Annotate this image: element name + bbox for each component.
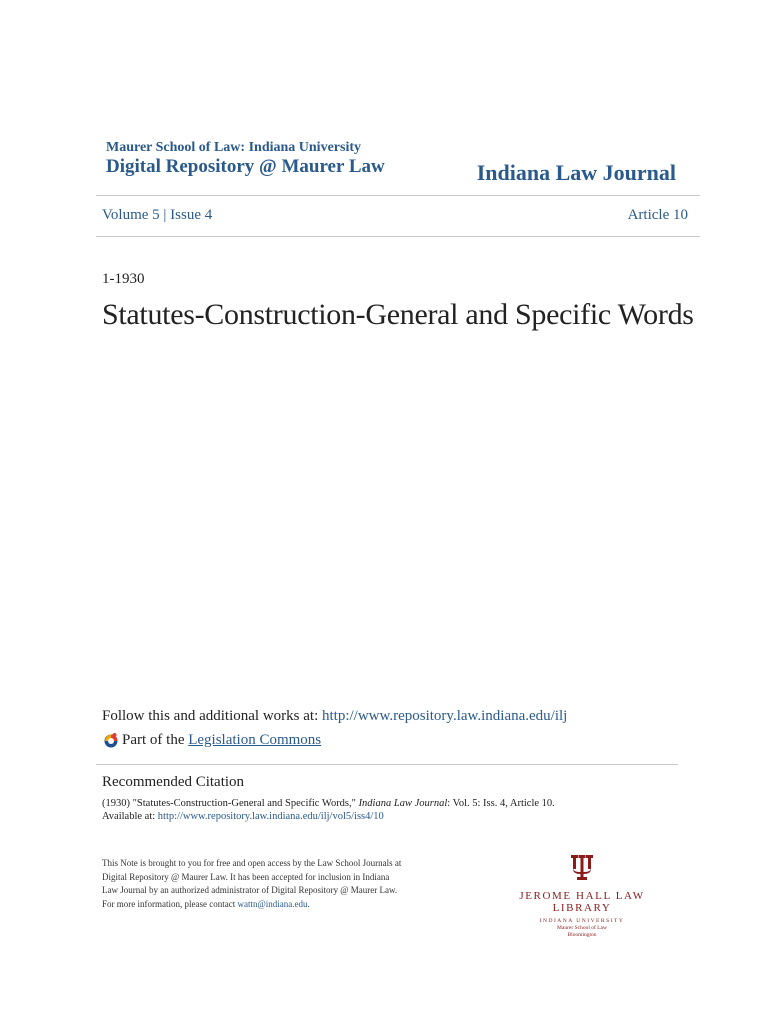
follow-prefix: Follow this and additional works at: (102, 708, 322, 724)
article-title: Statutes-Construction-General and Specific Words (102, 298, 694, 331)
note-text: This Note is brought to you for free and open access by the Law School Journals at Digital Repository @ Maurer Law. It has been accepted for inclusion in Indiana Law Journal by an authorized administrator of Digital Repository @ Maurer Law. For more information, please contact (102, 858, 402, 909)
citation-journal: Indiana Law Journal (358, 798, 448, 809)
library-city: Bloomington (567, 932, 597, 938)
citation-start: (1930) "Statutes-Construction-General and Specific Words," (102, 798, 359, 809)
legislation-commons-link[interactable]: Legislation Commons (188, 731, 322, 748)
part-prefix: Part of the (122, 731, 185, 748)
open-access-note (102, 857, 402, 911)
publication-date: 1-1930 (102, 271, 145, 287)
repository-name[interactable]: Digital Repository @ Maurer Law (106, 156, 385, 177)
header-divider-bottom (96, 236, 700, 237)
volume-issue-link[interactable]: Volume 5 | Issue 4 (102, 207, 213, 223)
available-label: Available at: (102, 811, 158, 822)
journal-title[interactable]: Indiana Law Journal (476, 160, 676, 185)
part-of-line (102, 731, 321, 749)
follow-line (102, 708, 567, 725)
citation-divider (96, 764, 678, 765)
header-divider-top (96, 195, 700, 196)
note-end: . (307, 898, 310, 909)
available-url-link[interactable]: http://www.repository.law.indiana.edu/ilj/vol5/iss4/10 (157, 811, 384, 822)
network-logo-icon (102, 731, 120, 749)
citation-text (102, 797, 662, 823)
library-school: Maurer School of Law (557, 925, 607, 931)
citation-end: : Vol. 5: Iss. 4, Article 10. (447, 798, 555, 809)
follow-url-link[interactable]: http://www.repository.law.indiana.edu/ilj (321, 708, 568, 724)
library-university: INDIANA UNIVERSITY (539, 918, 625, 924)
recommended-citation-heading: Recommended Citation (102, 774, 245, 790)
library-name: JEROME HALL LAW LIBRARY (519, 890, 645, 914)
school-name: Maurer School of Law: Indiana University (106, 140, 361, 155)
contact-email-link[interactable]: wattn@indiana.edu (237, 898, 308, 909)
library-logo-block (496, 855, 668, 938)
article-number-link[interactable]: Article 10 (627, 207, 688, 223)
iu-trident-icon (571, 855, 593, 886)
